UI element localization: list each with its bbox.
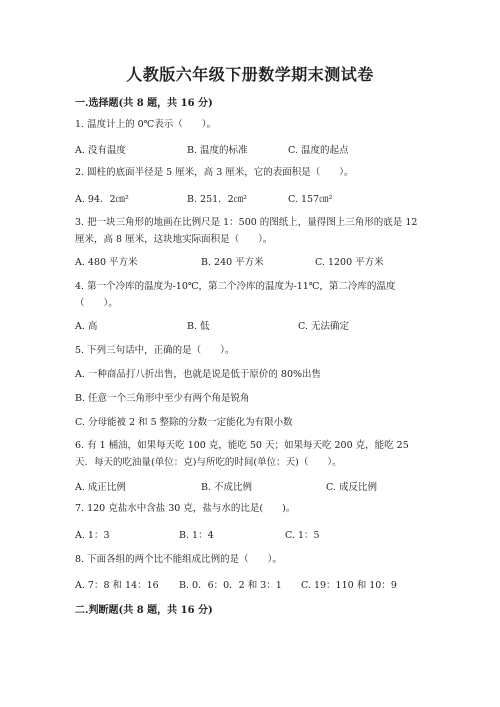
- question-4: 4. 第一个冷库的温度为-10℃，第二个冷库的温度为-11℃，第二冷库的温度（ ）。: [75, 281, 396, 309]
- option-c: C. 温度的起点: [288, 145, 349, 156]
- option-a: A. 94．2㎝²: [75, 194, 129, 205]
- question-8-options: [75, 577, 425, 591]
- option-a: A. 1：3: [75, 530, 110, 541]
- question-7-options: [75, 527, 425, 541]
- option-a: A. 成正比例: [75, 482, 126, 493]
- question-5-option-a: [75, 366, 425, 380]
- option-a: A. 没有温度: [75, 145, 126, 156]
- question-3-options: [75, 254, 425, 268]
- option-c: C. 无法确定: [298, 321, 349, 332]
- option-a: A. 高: [75, 321, 98, 332]
- option-c: C. 157㎝²: [288, 194, 333, 205]
- question-8: 8. 下面各组的两个比不能组成比例的是（ ）。: [75, 554, 282, 565]
- question-4-options: [75, 318, 425, 332]
- question-5-option-b: [75, 390, 425, 404]
- option-b: B. 温度的标准: [187, 145, 248, 156]
- option-a: A. 7：8 和 14：16: [75, 580, 159, 591]
- option-b: B. 251．2㎝²: [187, 194, 248, 205]
- option-b: B. 1：4: [179, 530, 214, 541]
- question-1: 1. 温度计上的 0℃表示（ ）。: [75, 119, 217, 130]
- option-a: A. 480 平方米: [75, 257, 138, 268]
- question-5: 5. 下列三句话中，正确的是（ ）。: [75, 345, 235, 356]
- option-b: B. 不成比例: [201, 482, 253, 493]
- question-7: 7. 120 克盐水中含盐 30 克，盐与水的比是( )。: [75, 503, 296, 514]
- option-c: C. 成反比例: [326, 482, 377, 493]
- option-b: B. 240 平方米: [201, 257, 264, 268]
- question-6: 6. 有 1 桶油，如果每天吃 100 克，能吃 50 天；如果每天吃 200 克，能吃 25 天．每天的吃油量(单位：克)与所吃的时间(单位：天)（ ）。: [75, 440, 409, 468]
- option-c: C. 19：110 和 10：9: [301, 580, 397, 591]
- section-heading-choice: 一.选择题(共 8 题，共 16 分): [75, 98, 213, 109]
- option-b: B. 任意一个三角形中至少有两个角是锐角: [75, 393, 250, 404]
- section-heading-judgement: 二.判断题(共 8 题，共 16 分): [75, 605, 213, 616]
- question-2: 2. 圆柱的底面半径是 5 厘米，高 3 厘米，它的表面积是（ ）。: [75, 167, 354, 178]
- option-b: B. 低: [187, 321, 210, 332]
- option-b: B. 0．6：0．2 和 3：1: [179, 580, 282, 591]
- option-a: A. 一种商品打八折出售，也就是说是低于原价的 80%出售: [75, 369, 322, 380]
- question-5-option-c: [75, 414, 425, 428]
- question-2-options: [75, 191, 425, 205]
- page-title: 人教版六年级下册数学期末测试卷: [126, 65, 374, 84]
- question-6-options: [75, 479, 425, 493]
- question-1-options: [75, 142, 425, 156]
- question-3: 3. 把一块三角形的地画在比例尺是 1：500 的图纸上，量得图上三角形的底是 12 厘米，高 8 厘米，这块地实际面积是（ ）。: [75, 217, 418, 245]
- option-c: C. 分母能被 2 和 5 整除的分数一定能化为有限小数: [75, 417, 293, 428]
- option-c: C. 1：5: [285, 530, 320, 541]
- option-c: C. 1200 平方米: [315, 257, 384, 268]
